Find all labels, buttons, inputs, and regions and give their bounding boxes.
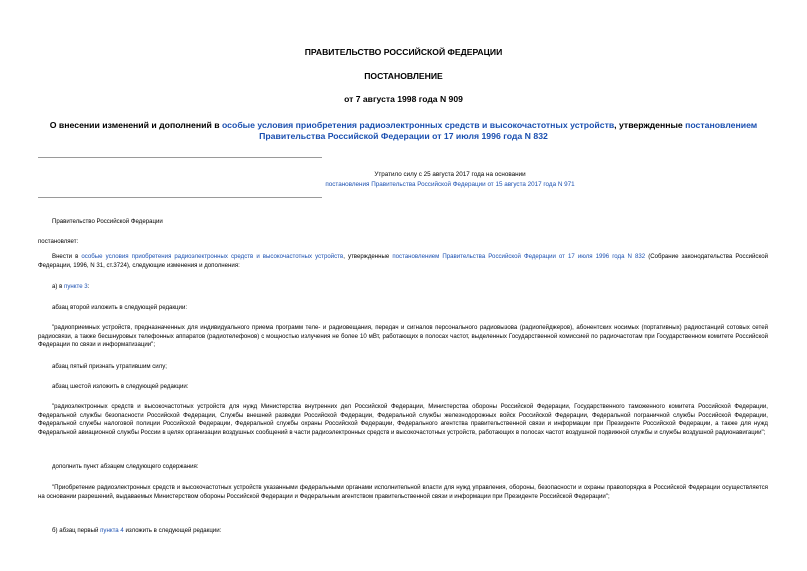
status-link-resolution-971[interactable]: постановления Правительства Российской Федерации от 15 августа 2017 года N 971 bbox=[325, 181, 575, 188]
item-b-rest: изложить в следующей редакции: bbox=[123, 527, 222, 534]
title-link-special-conditions[interactable]: особые условия приобретения радиоэлектронных средств и высокочастотных устройств bbox=[221, 120, 615, 130]
document-title bbox=[30, 120, 777, 142]
title-prefix: О внесении изменений и дополнений в bbox=[49, 120, 222, 130]
document-type-heading: ПОСТАНОВЛЕНИЕ bbox=[364, 71, 443, 81]
paragraph-supplement: дополнить пункт абзацем следующего содержания: bbox=[52, 463, 199, 470]
divider-bottom bbox=[38, 197, 322, 198]
divider-top bbox=[38, 157, 322, 158]
intro-text-b: , утвержденные bbox=[343, 253, 393, 260]
intro-link-special-conditions[interactable]: особые условия приобретения радиоэлектронных средств и высокочастотных устройств bbox=[81, 253, 344, 260]
intro-text-a: Внести в bbox=[52, 253, 82, 260]
status-note bbox=[180, 170, 720, 190]
intro-link-resolution-832[interactable]: постановлением Правительства Российской Федерации от 17 июля 1996 года N 832 bbox=[392, 253, 646, 260]
paragraph-fifth-abzac: абзац пятый признать утратившим силу; bbox=[52, 363, 167, 370]
item-a bbox=[52, 283, 782, 292]
link-point-3[interactable]: пункте 3 bbox=[64, 283, 88, 290]
link-point-4[interactable]: пункта 4 bbox=[100, 527, 124, 534]
paragraph-sixth-abzac: абзац шестой изложить в следующей редакции: bbox=[52, 383, 189, 390]
quote-acquisition: "Приобретение радиоэлектронных средств и высокочастотных устройств указанными федеральными органами исполнительной власти для нужд управления, обороны, безопасности и охраны правопорядка в Российской Федерации осуществляется на основании разрешений, выдаваемых Министерством обороны Российской Федерации и Федеральным агентством правительственной связи и информации при Президенте Российской Федерации"; bbox=[38, 484, 768, 500]
title-link-resolution-832[interactable]: постановлением Правительства Российской Федерации от 17 июля 1996 года N 832 bbox=[259, 120, 758, 141]
paragraph-second-abzac: абзац второй изложить в следующей редакции: bbox=[52, 304, 188, 311]
quote-radio-electronic-means: "радиоэлектронных средств и высокочастотных устройств для нужд Министерства внутренних дел Российской Федерации, Министерства обороны Российской Федерации, Государственного таможенного комитета Российской Федерации, Федеральной службы безопасности Российской Федерации, Службы внешней разведки Российской Федерации, Федеральной службы железнодорожных войск Российской Федерации, Федеральной пограничной службы Российской Федерации, Федеральной службы налоговой полиции Российской Федерации, Федеральной службы охраны Российской Федерации, Федерального агентства правительственной связи и информации при Президенте Российской Федерации, а также для нужд Федеральной авиационной службы России в целях организации воздушных сообщений в части радиоэлектронных средств и высокочастотных устройств, работающих в полосах частот воздушной подвижной службы и службы воздушной радионавигации"; bbox=[38, 403, 768, 436]
paragraph-government: Правительство Российской Федерации bbox=[52, 218, 163, 225]
item-b-text: б) абзац первый bbox=[52, 527, 101, 534]
paragraph-amendments-intro bbox=[38, 253, 768, 270]
document-date: от 7 августа 1998 года N 909 bbox=[344, 94, 463, 104]
title-middle: , утвержденные bbox=[614, 120, 686, 130]
intro-text-c: (Собрание законодательства Российской Федерации, 1996, N 31, ст.3724), следующие изменения и дополнения: bbox=[38, 253, 769, 269]
status-line: Утратило силу с 25 августа 2017 года на основании bbox=[374, 171, 526, 178]
government-heading: ПРАВИТЕЛЬСТВО РОССИЙСКОЙ ФЕДЕРАЦИИ bbox=[304, 47, 503, 57]
item-b bbox=[52, 527, 782, 536]
item-a-text: а) в bbox=[52, 283, 65, 290]
quote-radio-receivers: "радиоприемных устройств, предназначенных для индивидуального приема программ теле- и радиовещания, передач и сигналов персонального радиовызова (радиопейджеров), абонентских носимых (портативных) радиостанций сотовых сетей радиосвязи, а также бесшнуровых телефонных аппаратов (радиотелефонов) с мощностью излучения не более 10 мВт, работающих в полосах частот, выделенных Государственной комиссией по радиочастотам при Государственном комитете Российской Федерации по связи и информатизации"; bbox=[38, 324, 768, 349]
item-a-colon: : bbox=[87, 283, 90, 290]
paragraph-resolves: постановляет: bbox=[38, 238, 79, 245]
